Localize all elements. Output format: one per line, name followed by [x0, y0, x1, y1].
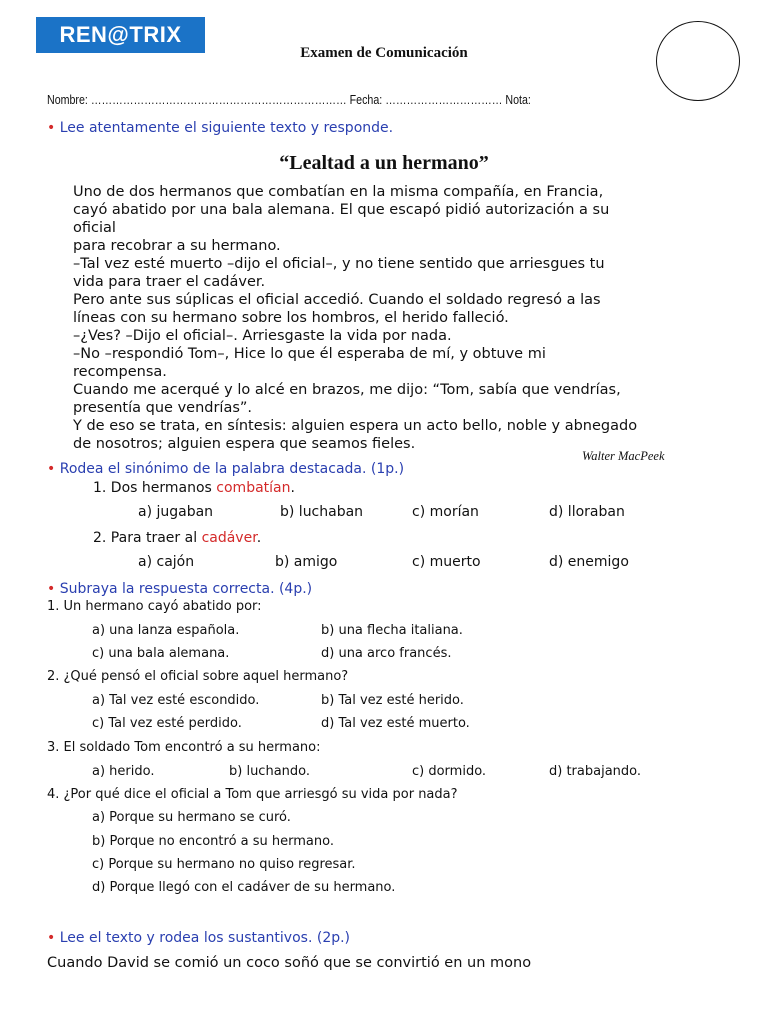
synonym-question-1 — [93, 480, 295, 496]
answer-option[interactable]: a) Tal vez esté escondido. — [92, 693, 260, 708]
synonym-option[interactable]: b) amigo — [275, 554, 338, 570]
story-line: recompensa. — [73, 364, 167, 380]
synonym-option[interactable]: c) morían — [412, 504, 479, 520]
bullet: • — [47, 120, 56, 136]
answer-option[interactable]: b) luchando. — [229, 764, 311, 779]
story-line: Pero ante sus súplicas el oficial accedió. Cuando el soldado regresó a las — [73, 292, 601, 308]
story-line: –No –respondió Tom–, Hice lo que él esperaba de mí, y obtuve mi — [73, 346, 546, 362]
answer-option[interactable]: b) Tal vez esté herido. — [321, 693, 464, 708]
answer-option[interactable]: a) Porque su hermano se curó. — [92, 810, 291, 825]
story-line: para recobrar a su hermano. — [73, 238, 281, 254]
question-2: 2. ¿Qué pensó el oficial sobre aquel hermano? — [47, 669, 349, 684]
story-line: líneas con su hermano sobre los hombros, el herido falleció. — [73, 310, 509, 326]
question-4: 4. ¿Por qué dice el oficial a Tom que arriesgó su vida por nada? — [47, 787, 458, 802]
grade-circle — [656, 21, 740, 101]
story-line: oficial — [73, 220, 116, 236]
instruction-underline — [47, 581, 312, 597]
story-line: –¿Ves? –Dijo el oficial–. Arriesgaste la vida por nada. — [73, 328, 452, 344]
question-3: 3. El soldado Tom encontró a su hermano: — [47, 740, 321, 755]
synonym-question-2 — [93, 530, 261, 546]
story-line: –Tal vez esté muerto –dijo el oficial–, y no tiene sentido que arriesgues tu — [73, 256, 605, 272]
answer-option[interactable]: c) dormido. — [412, 764, 487, 779]
answer-option[interactable]: d) trabajando. — [549, 764, 642, 779]
question-1: 1. Un hermano cayó abatido por: — [47, 599, 262, 614]
exam-title: Examen de Comunicación — [300, 45, 468, 61]
story-line: de nosotros; alguien espera que seamos fieles. — [73, 436, 416, 452]
synonym-option[interactable]: a) cajón — [138, 554, 195, 570]
instruction-read — [47, 120, 393, 136]
synonym-option[interactable]: a) jugaban — [138, 504, 214, 520]
synonym-option[interactable]: d) enemigo — [549, 554, 629, 570]
instruction-nouns — [47, 930, 350, 946]
synonym-option[interactable]: c) muerto — [412, 554, 481, 570]
story-line: presentía que vendrías”. — [73, 400, 253, 416]
answer-option[interactable]: a) una lanza española. — [92, 623, 240, 638]
answer-option[interactable]: c) Porque su hermano no quiso regresar. — [92, 857, 356, 872]
bullet: • — [47, 930, 56, 946]
answer-option[interactable]: d) una arco francés. — [321, 646, 452, 661]
question-prefix: 1. Dos hermanos — [93, 480, 217, 496]
story-line: Uno de dos hermanos que combatían en la misma compañía, en Francia, — [73, 184, 604, 200]
bullet: • — [47, 581, 56, 597]
synonym-option[interactable]: b) luchaban — [280, 504, 364, 520]
answer-option[interactable]: c) Tal vez esté perdido. — [92, 716, 242, 731]
story-line: Y de eso se trata, en síntesis: alguien espera un acto bello, noble y abnegado — [73, 418, 638, 434]
bullet: • — [47, 461, 56, 477]
story-line: Cuando me acerqué y lo alcé en brazos, me dijo: “Tom, sabía que vendrías, — [73, 382, 621, 398]
story-body — [73, 183, 693, 453]
story-line: cayó abatido por una bala alemana. El que escapó pidió autorización a su — [73, 202, 610, 218]
question-prefix: 2. Para traer al — [93, 530, 202, 546]
answer-option[interactable]: b) una flecha italiana. — [321, 623, 463, 638]
story-author: Walter MacPeek — [582, 449, 665, 463]
renatrix-logo: REN@TRIX — [36, 17, 205, 53]
highlighted-word: combatían — [216, 480, 291, 496]
student-fields-line: Nombre: ……………………………………………………………… Fecha: …………………………… Nota: — [47, 92, 531, 107]
noun-sentence[interactable]: Cuando David se comió un coco soñó que se convirtió en un mono — [47, 955, 532, 971]
instruction-synonym — [47, 461, 404, 477]
answer-option[interactable]: b) Porque no encontró a su hermano. — [92, 834, 334, 849]
answer-option[interactable]: a) herido. — [92, 764, 155, 779]
instruction-nouns-text: Lee el texto y rodea los sustantivos. (2p.) — [59, 930, 351, 946]
question-suffix: . — [256, 530, 262, 546]
answer-option[interactable]: d) Porque llegó con el cadáver de su hermano. — [92, 880, 396, 895]
question-suffix: . — [290, 480, 295, 496]
story-title: “Lealtad a un hermano” — [279, 152, 489, 174]
instruction-underline-text: Subraya la respuesta correcta. (4p.) — [59, 581, 313, 597]
highlighted-word: cadáver — [201, 530, 257, 546]
answer-option[interactable]: d) Tal vez esté muerto. — [321, 716, 470, 731]
answer-option[interactable]: c) una bala alemana. — [92, 646, 230, 661]
instruction-read-text: Lee atentamente el siguiente texto y responde. — [59, 120, 394, 136]
story-line: vida para traer el cadáver. — [73, 274, 266, 290]
synonym-option[interactable]: d) lloraban — [549, 504, 625, 520]
instruction-synonym-text: Rodea el sinónimo de la palabra destacada. (1p.) — [59, 461, 405, 477]
